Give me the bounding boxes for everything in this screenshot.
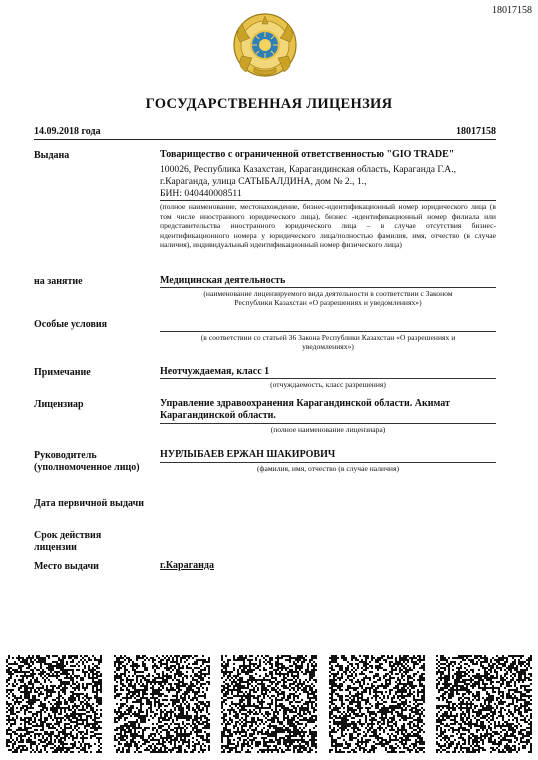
remark-label: Примечание (34, 367, 91, 378)
remark-note: (отчуждаемость, класс разрешения) (270, 380, 386, 389)
first-issue-label: Дата первичной выдачи (34, 498, 145, 509)
special-conditions-label: Особые условия (34, 319, 108, 330)
activity-rule (160, 287, 496, 288)
issued-note: (полное наименование, местонахождение, бизнес-идентификационный номер юридического лица (в том числе иностранного юридического лица), бизнес -идентификационный номер филиала или представительства иностранного юридического лица – в случае отсутствия бизнес-идентификационного номера у юридического лица/полностью фамилия, имя, отчество (в случае наличия), индивидуальный идентификационный номер физического лица) (160, 202, 496, 249)
document-header-row (34, 126, 496, 140)
head-note: (фамилия, имя, отчество (в случае наличия) (257, 464, 399, 473)
place-label: Место выдачи (34, 561, 99, 572)
issued-rule (160, 200, 496, 201)
document-number-top: 18017158 (492, 5, 532, 16)
issued-address-line2: г.Караганда, улица САТЫБАЛДИНА, дом № 2., 1., (160, 176, 367, 187)
document-title: ГОСУДАРСТВЕННАЯ ЛИЦЕНЗИЯ (145, 96, 393, 112)
remark-rule (160, 378, 496, 379)
qr-code-icon (6, 655, 102, 753)
activity-note-line2: Республики Казахстан «О разрешениях и уведомлениях») (234, 298, 422, 307)
licensor-label: Лицензиар (34, 399, 84, 410)
head-label-line1: Руководитель (34, 450, 97, 461)
licensor-value-line1: Управление здравоохранения Карагандинской области. Акимат (160, 398, 450, 409)
licensor-value-line2: Карагандинской области. (160, 410, 276, 421)
special-rule (160, 331, 496, 332)
head-label-line2: (уполномоченное лицо) (34, 462, 140, 473)
issued-label: Выдана (34, 150, 70, 161)
kazakhstan-state-emblem-icon (232, 12, 298, 78)
validity-label-line2: лицензии (34, 542, 77, 553)
head-value: НУРЛЫБАЕВ ЕРЖАН ШАКИРОВИЧ (160, 449, 336, 460)
qr-code-icon (436, 655, 532, 753)
place-value: г.Караганда (160, 560, 214, 571)
issued-address-line1: 100026, Республика Казахстан, Карагандинская область, Караганда Г.А., (160, 164, 456, 175)
licensor-rule (160, 423, 496, 424)
activity-value: Медицинская деятельность (160, 275, 286, 286)
issued-bin: БИН: 040440008511 (160, 188, 242, 199)
qr-code-icon (114, 655, 210, 753)
licensor-note: (полное наименование лицензиара) (270, 425, 386, 434)
activity-label: на занятие (34, 276, 83, 287)
activity-note-line1: (наименование лицензируемого вида деятельности в соответствии с Законом (203, 289, 453, 298)
issue-date: 14.09.2018 года (34, 126, 101, 137)
qr-code-row (6, 655, 532, 753)
validity-label-line1: Срок действия (34, 530, 102, 541)
remark-value: Неотчуждаемая, класс 1 (160, 366, 270, 377)
issued-org-name: Товарищество с ограниченной ответственностью "GIO TRADE" (160, 149, 455, 160)
qr-code-icon (329, 655, 425, 753)
license-number: 18017158 (456, 126, 496, 137)
special-note-line2: уведомлениях») (302, 342, 354, 351)
special-note-line1: (в соответствии со статьей 36 Закона Республики Казахстан «О разрешениях и (200, 333, 456, 342)
qr-code-icon (221, 655, 317, 753)
head-rule (160, 462, 496, 463)
